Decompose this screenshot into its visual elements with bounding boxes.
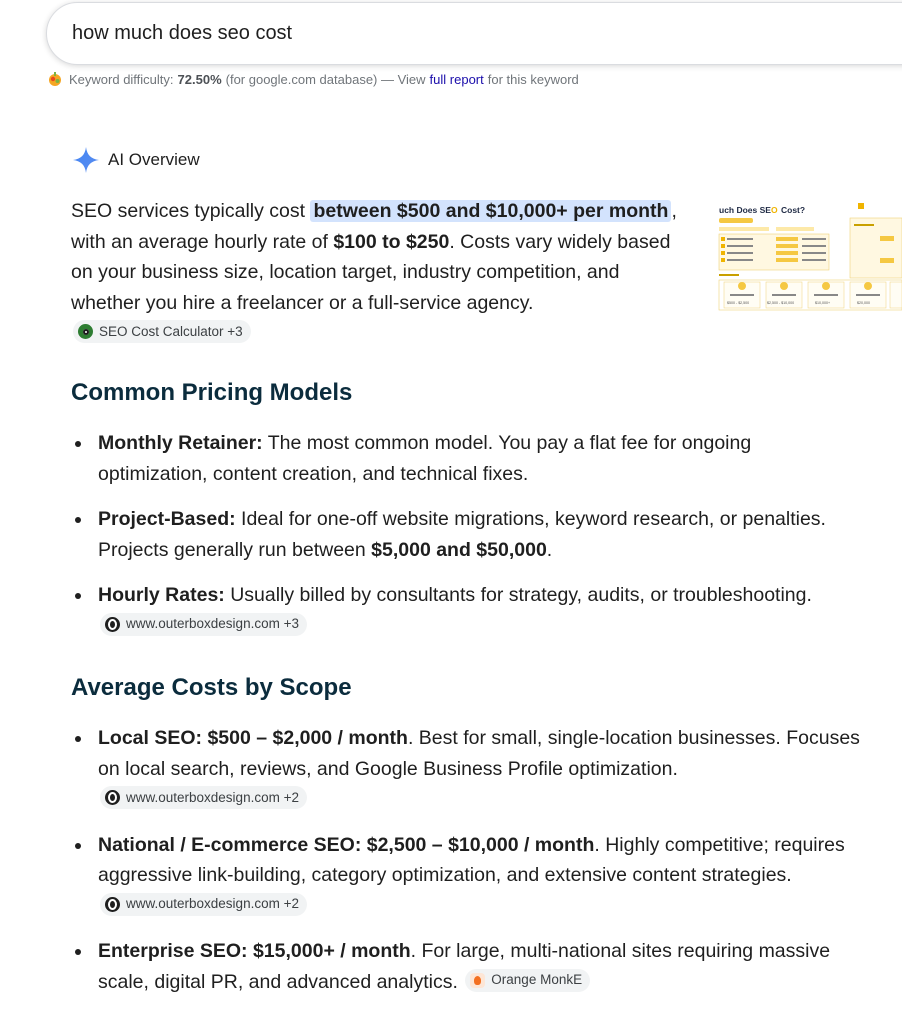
kd-suffix: for this keyword [487, 71, 579, 87]
intro-text: . Costs vary widely based on your business size, location target, industry competition, and whether you hire a freelancer or a full-service agency. [71, 230, 671, 314]
list-item [71, 428, 861, 489]
item-label: Project-Based: [98, 508, 236, 530]
search-box[interactable] [46, 2, 902, 65]
outerbox-icon [105, 897, 120, 912]
source-chip-label: www.outerboxdesign.com +3 [126, 616, 299, 632]
item-text: Usually billed by consultants for strategy, audits, or troubleshooting. [224, 584, 812, 606]
item-text: . Best for small, single-location businesses. Focuses on local search, reviews, and Google Business Profile optimization. [98, 727, 860, 780]
infographic-price-c: $10,000+ [815, 301, 831, 305]
item-text: . [546, 538, 553, 561]
source-chip-label: www.outerboxdesign.com +2 [126, 896, 299, 912]
source-chip[interactable] [100, 786, 307, 809]
ai-overview-header [72, 146, 200, 174]
infographic-price-a: $500 - $2,500 [727, 301, 750, 305]
ai-overview-intro [71, 196, 681, 349]
item-label: Local SEO: $500 – $2,000 / month [98, 727, 408, 749]
item-label: Enterprise SEO: $15,000+ / month [98, 940, 411, 962]
kd-value: 72.50% [177, 71, 222, 87]
item-text: . For large, multi-national sites requiring massive scale, digital PR, and advanced analytics. [98, 940, 831, 993]
svg-text:O: O [771, 205, 778, 215]
source-chip[interactable] [100, 613, 307, 636]
full-report-link[interactable]: full report [429, 71, 484, 87]
item-text: . Highly competitive; requires aggressive link-building, category optimization, and extensive content strategies. [98, 833, 845, 886]
scope-costs-list [71, 723, 861, 1012]
list-item [71, 936, 861, 997]
list-item [71, 723, 861, 815]
list-item [71, 504, 861, 565]
intro-text: , with an average hourly rate of [71, 200, 677, 253]
kd-database: (for google.com database) — View [225, 71, 426, 87]
search-input[interactable]: how much does seo cost [72, 22, 293, 44]
keyword-difficulty-bar [47, 70, 579, 88]
section-title: Common Pricing Models [71, 379, 353, 406]
infographic-title-b: Cost? [781, 205, 806, 215]
list-item [71, 830, 861, 922]
source-chip-label: SEO Cost Calculator +3 [99, 323, 243, 339]
source-chip-label: www.outerboxdesign.com +2 [126, 789, 299, 805]
list-item [71, 580, 861, 641]
source-chip-label: Orange MonkE [491, 972, 583, 988]
outerbox-icon [105, 790, 120, 805]
source-chip[interactable] [73, 320, 251, 343]
outerbox-icon [105, 617, 120, 632]
kd-label: Keyword difficulty: [69, 71, 174, 87]
ai-overview-title: AI Overview [108, 150, 200, 169]
infographic-thumbnail[interactable] [716, 196, 902, 316]
item-label: Monthly Retainer: [98, 432, 263, 454]
infographic-price-d: $20,000 [857, 301, 870, 305]
semrush-icon [47, 71, 63, 87]
infographic-price-b: $2,500 - $10,000 [767, 301, 795, 305]
gemini-spark-icon [72, 146, 100, 174]
seo-calculator-icon [78, 324, 93, 339]
item-text: Ideal for one-off website migrations, keyword research, or penalties. Projects generally run between [98, 508, 826, 561]
item-text: The most common model. You pay a flat fee for ongoing optimization, content creation, and technical fixes. [98, 432, 752, 485]
item-label: Hourly Rates: [98, 584, 225, 606]
intro-rate: $100 to $250 [333, 230, 450, 253]
orange-monke-icon [470, 973, 485, 988]
infographic-image [716, 196, 902, 316]
section-title: Average Costs by Scope [71, 674, 352, 701]
pricing-models-list [71, 428, 861, 656]
intro-text: SEO services typically cost [71, 200, 311, 222]
source-chip[interactable] [100, 893, 307, 916]
source-chip[interactable] [465, 969, 590, 992]
item-label: National / E-commerce SEO: $2,500 – $10,000 / month [98, 833, 595, 856]
infographic-title-a: uch Does SE [719, 205, 771, 215]
intro-highlight: between $500 and $10,000+ per month [310, 200, 671, 222]
item-price: $5,000 and $50,000 [371, 538, 547, 561]
